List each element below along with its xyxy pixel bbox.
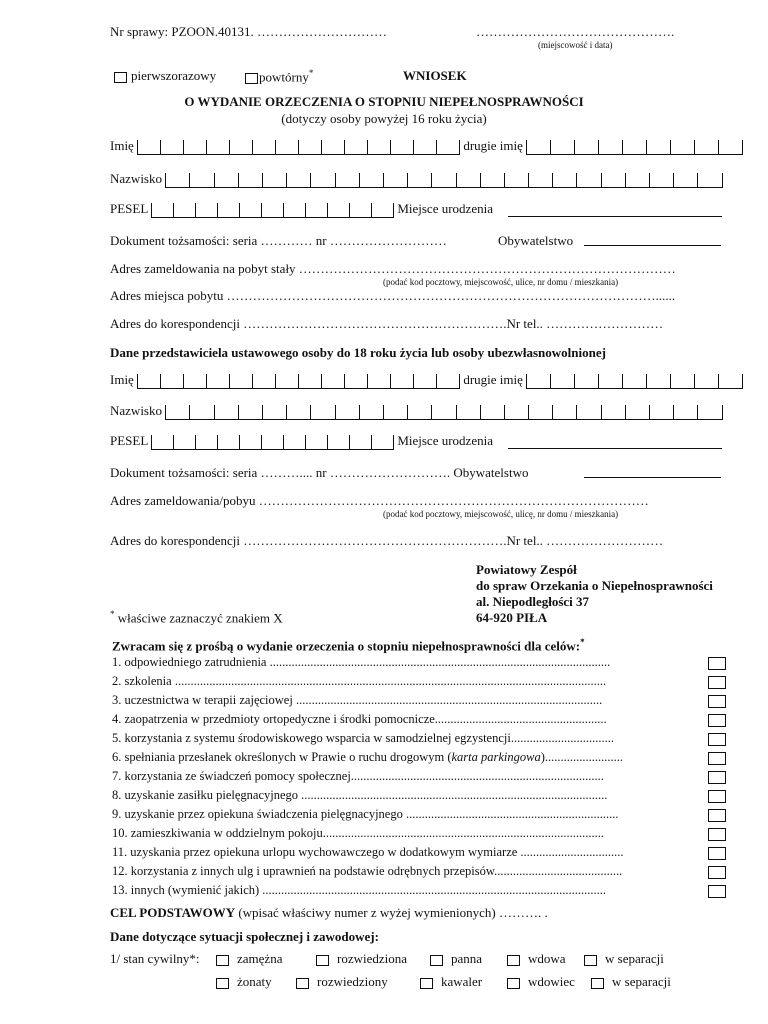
representative-heading: Dane przedstawiciela ustawowego osoby do 18 roku życia lub osoby ubezwłasnowolnionej [110,345,606,360]
civil-status-checkbox[interactable] [420,978,433,989]
civil-status-option[interactable]: wdowiec [507,974,575,990]
purpose-checkbox[interactable] [708,676,726,689]
char-cell[interactable] [625,405,649,419]
char-cell[interactable] [718,374,743,388]
char-cell[interactable] [321,140,344,154]
representative-address[interactable]: Adres zameldowania/pobyu ……………………………………………………………………………… [110,493,649,508]
char-cell[interactable] [574,140,598,154]
char-cell[interactable] [371,203,394,217]
char-cell[interactable] [344,374,367,388]
purpose-checkbox[interactable] [708,714,726,727]
char-cell[interactable] [390,374,413,388]
purpose-checkbox[interactable] [708,790,726,803]
char-cell[interactable] [261,435,283,449]
char-cell[interactable] [252,140,275,154]
char-cell[interactable] [390,140,413,154]
char-cell[interactable] [552,173,576,187]
char-cell[interactable] [344,140,367,154]
purpose-item: 3. uczestnictwa w terapii zajęciowej .................................................................................................. [112,693,603,707]
representative-first-name-cells[interactable] [137,374,460,389]
char-cell[interactable] [504,173,528,187]
char-cell[interactable] [283,203,305,217]
applicant-citizenship-label: Obywatelstwo [498,233,574,248]
civil-status-option[interactable]: panna [430,951,482,967]
civil-status-checkbox[interactable] [216,978,229,989]
applicant-address-caption: (podać kod pocztowy, miejscowość, ulice, nr domu / mieszkania) [383,277,619,287]
char-cell[interactable] [206,374,229,388]
char-cell[interactable] [622,140,646,154]
char-cell[interactable] [367,140,390,154]
applicant-second-name-cells[interactable] [526,140,743,155]
purpose-item: 12. korzystania z innych ulg i uprawnień na podstawie odrębnych przepisów......................................... [112,864,623,878]
civil-status-option[interactable]: zamężna [216,951,282,967]
char-cell[interactable] [160,374,183,388]
civil-status-checkbox[interactable] [584,955,597,966]
char-cell[interactable] [286,405,310,419]
char-cell[interactable] [552,405,576,419]
purpose-checkbox[interactable] [708,866,726,879]
recipient-address: Powiatowy Zespół do spraw Orzekania o Niepełnosprawności al. Niepodległości 37 64-920 PIŁA [476,562,713,625]
char-cell[interactable] [550,374,574,388]
applicant-registered-address[interactable]: Adres zameldowania na pobyt stały …………………………………………………………………………… [110,261,676,276]
civil-status-checkbox[interactable] [316,955,329,966]
char-cell[interactable] [335,405,359,419]
char-cell[interactable] [367,374,390,388]
char-cell[interactable] [261,203,283,217]
purpose-checkbox[interactable] [708,733,726,746]
case-number: Nr sprawy: PZOON.40131. ………………………… [110,24,387,39]
purpose-item: 11. uzyskania przez opiekuna urlopu wychowawczego w dodatkowym wymiarze ................................. [112,845,624,859]
place-date-line[interactable]: ………………………………………. [476,24,675,39]
char-cell[interactable] [217,435,239,449]
char-cell[interactable] [189,405,213,419]
civil-status-option[interactable]: w separacji [584,951,664,967]
char-cell[interactable] [598,140,622,154]
purpose-checkbox[interactable] [708,657,726,670]
char-cell[interactable] [349,203,371,217]
char-cell[interactable] [649,405,673,419]
char-cell[interactable] [183,140,206,154]
representative-pesel-cells[interactable] [151,435,394,450]
applicant-first-name-cells[interactable] [137,140,460,155]
char-cell[interactable] [183,374,206,388]
applicant-id-doc: Dokument tożsamości: seria ………… nr ……………………… [110,233,447,248]
representative-pesel-row: PESEL Miejsce urodzenia [110,433,493,448]
civil-status-option[interactable]: kawaler [420,974,482,990]
char-cell[interactable] [625,173,649,187]
char-cell[interactable] [252,374,275,388]
form-subtitle: (dotyczy osoby powyżej 16 roku życia) [281,111,487,126]
representative-second-name-cells[interactable] [526,374,743,389]
char-cell[interactable] [407,173,431,187]
applicant-citizenship-line[interactable] [584,231,721,246]
char-cell[interactable] [436,140,460,154]
char-cell[interactable] [550,140,574,154]
purpose-checkbox[interactable] [708,752,726,765]
char-cell[interactable] [697,173,722,187]
char-cell[interactable] [173,435,195,449]
char-cell[interactable] [371,435,394,449]
applicant-surname-row: Nazwisko [110,171,723,188]
main-purpose[interactable]: CEL PODSTAWOWY (wpisać właściwy numer z wyżej wymienionych) ………. . [110,905,548,920]
char-cell[interactable] [195,435,217,449]
purpose-checkbox[interactable] [708,885,726,898]
representative-first-name-row: Imię drugie imię [110,372,743,389]
purpose-item: 13. innych (wymienić jakich) .............................................................................................................. [112,883,607,897]
purpose-item: 1. odpowiedniego zatrudnienia ............................................................................................................. [112,655,611,669]
char-cell[interactable] [286,173,310,187]
civil-status-checkbox[interactable] [507,978,520,989]
char-cell[interactable] [480,173,504,187]
civil-status-checkbox[interactable] [591,978,604,989]
char-cell[interactable] [480,405,504,419]
applicant-pesel-cells[interactable] [151,203,394,218]
char-cell[interactable] [646,374,670,388]
char-cell[interactable] [298,140,321,154]
repeat-checkbox[interactable] [245,73,258,84]
char-cell[interactable] [431,173,455,187]
char-cell[interactable] [504,405,528,419]
char-cell[interactable] [173,203,195,217]
char-cell[interactable] [383,173,407,187]
civil-status-option[interactable]: w separacji [591,974,671,990]
purpose-item: 6. spełniania przesłanek określonych w Prawie o ruchu drogowym (karta parkingowa)......................... [112,750,624,764]
char-cell[interactable] [310,173,334,187]
civil-status-option[interactable]: żonaty [216,974,272,990]
char-cell[interactable] [576,405,600,419]
char-cell[interactable] [206,140,229,154]
char-cell[interactable] [262,173,286,187]
char-cell[interactable] [283,435,305,449]
char-cell[interactable] [327,203,349,217]
char-cell[interactable] [649,173,673,187]
char-cell[interactable] [151,203,173,217]
char-cell[interactable] [165,405,189,419]
char-cell[interactable] [262,405,286,419]
form-title: O WYDANIE ORZECZENIA O STOPNIU NIEPEŁNOSPRAWNOŚCI [184,94,584,109]
purpose-checkbox[interactable] [708,809,726,822]
char-cell[interactable] [275,140,298,154]
purposes-heading: Zwracam się z prośbą o wydanie orzeczenia o stopniu niepełnosprawności dla celów:* [112,637,585,654]
char-cell[interactable] [407,405,431,419]
char-cell[interactable] [718,140,743,154]
char-cell[interactable] [238,405,262,419]
civil-status-checkbox[interactable] [507,955,520,966]
first-time-option[interactable]: pierwszorazowy [114,68,216,84]
civil-status-label: 1/ stan cywilny*: [110,951,200,966]
char-cell[interactable] [195,203,217,217]
char-cell[interactable] [431,405,455,419]
repeat-option[interactable]: powtórny* [245,68,313,85]
char-cell[interactable] [298,374,321,388]
civil-status-checkbox[interactable] [296,978,309,989]
char-cell[interactable] [528,405,552,419]
char-cell[interactable] [528,173,552,187]
char-cell[interactable] [310,405,334,419]
applicant-surname-cells[interactable] [165,173,722,188]
civil-status-option[interactable]: rozwiedziony [296,974,388,990]
char-cell[interactable] [239,435,261,449]
char-cell[interactable] [359,405,383,419]
char-cell[interactable] [576,173,600,187]
char-cell[interactable] [349,435,371,449]
purpose-item: 2. szkolenia .......................................................................................................................................... [112,674,607,688]
char-cell[interactable] [217,203,239,217]
footnote: * właściwe zaznaczyć znakiem X [110,609,283,626]
char-cell[interactable] [359,173,383,187]
char-cell[interactable] [137,140,160,154]
applicant-residence[interactable]: Adres miejsca pobytu ………………………………………………………………………………………...... [110,288,676,303]
place-date-caption: (miejscowość i data) [538,40,613,50]
representative-citizenship-line[interactable] [584,463,721,478]
char-cell[interactable] [189,173,213,187]
purpose-item: 9. uzyskanie przez opiekuna świadczenia pielęgnacyjnego .................................................................... [112,807,619,821]
civil-status-option[interactable]: rozwiedziona [316,951,407,967]
representative-birthplace-line[interactable] [508,432,722,449]
char-cell[interactable] [335,173,359,187]
char-cell[interactable] [229,374,252,388]
purpose-checkbox[interactable] [708,695,726,708]
char-cell[interactable] [413,140,436,154]
char-cell[interactable] [526,140,550,154]
applicant-first-name-row: Imię drugie imię [110,138,743,155]
representative-id-doc: Dokument tożsamości: seria ……….... nr ………………………. Obywatelstwo [110,465,529,480]
char-cell[interactable] [598,374,622,388]
char-cell[interactable] [601,405,625,419]
char-cell[interactable] [275,374,298,388]
char-cell[interactable] [673,173,697,187]
char-cell[interactable] [305,203,327,217]
char-cell[interactable] [694,140,718,154]
char-cell[interactable] [670,374,694,388]
purpose-item: 8. uzyskanie zasiłku pielęgnacyjnego .................................................................................................. [112,788,608,802]
purpose-checkbox[interactable] [708,847,726,860]
char-cell[interactable] [526,374,550,388]
char-cell[interactable] [229,140,252,154]
applicant-pesel-row: PESEL Miejsce urodzenia [110,201,493,216]
civil-status-checkbox[interactable] [216,955,229,966]
char-cell[interactable] [214,173,238,187]
char-cell[interactable] [413,374,436,388]
char-cell[interactable] [151,435,173,449]
representative-correspondence[interactable]: Adres do korespondencji …………………………………………………….Nr tel.. ……………………… [110,533,664,548]
social-heading: Dane dotyczące sytuacji społecznej i zawodowej: [110,929,379,944]
doc-word: WNIOSEK [403,68,467,83]
char-cell[interactable] [694,374,718,388]
purpose-item: 5. korzystania z systemu środowiskowego wsparcia w samodzielnej egzystencji................................. [112,731,614,745]
purpose-item: 7. korzystania ze świadczeń pomocy społecznej................................................................................. [112,769,604,783]
char-cell[interactable] [622,374,646,388]
char-cell[interactable] [160,140,183,154]
char-cell[interactable] [646,140,670,154]
representative-surname-row: Nazwisko [110,403,723,420]
char-cell[interactable] [327,435,349,449]
char-cell[interactable] [383,405,407,419]
representative-surname-cells[interactable] [165,405,722,420]
char-cell[interactable] [574,374,598,388]
char-cell[interactable] [456,405,480,419]
char-cell[interactable] [670,140,694,154]
char-cell[interactable] [239,203,261,217]
purpose-item: 4. zaopatrzenia w przedmioty ortopedyczne i środki pomocnicze....................................................... [112,712,607,726]
civil-status-option[interactable]: wdowa [507,951,566,967]
applicant-birthplace-line[interactable] [508,200,722,217]
char-cell[interactable] [321,374,344,388]
char-cell[interactable] [436,374,460,388]
applicant-correspondence[interactable]: Adres do korespondencji …………………………………………………….Nr tel.. ……………………… [110,316,664,331]
char-cell[interactable] [697,405,722,419]
char-cell[interactable] [214,405,238,419]
char-cell[interactable] [673,405,697,419]
representative-address-caption: (podać kod pocztowy, miejscowość, ulicę, nr domu / mieszkania) [383,509,619,519]
char-cell[interactable] [456,173,480,187]
char-cell[interactable] [601,173,625,187]
first-time-checkbox[interactable] [114,72,127,83]
char-cell[interactable] [305,435,327,449]
purpose-checkbox[interactable] [708,828,726,841]
char-cell[interactable] [137,374,160,388]
purpose-item: 10. zamieszkiwania w oddzielnym pokoju.......................................................................................... [112,826,604,840]
char-cell[interactable] [165,173,189,187]
purpose-checkbox[interactable] [708,771,726,784]
civil-status-checkbox[interactable] [430,955,443,966]
char-cell[interactable] [238,173,262,187]
